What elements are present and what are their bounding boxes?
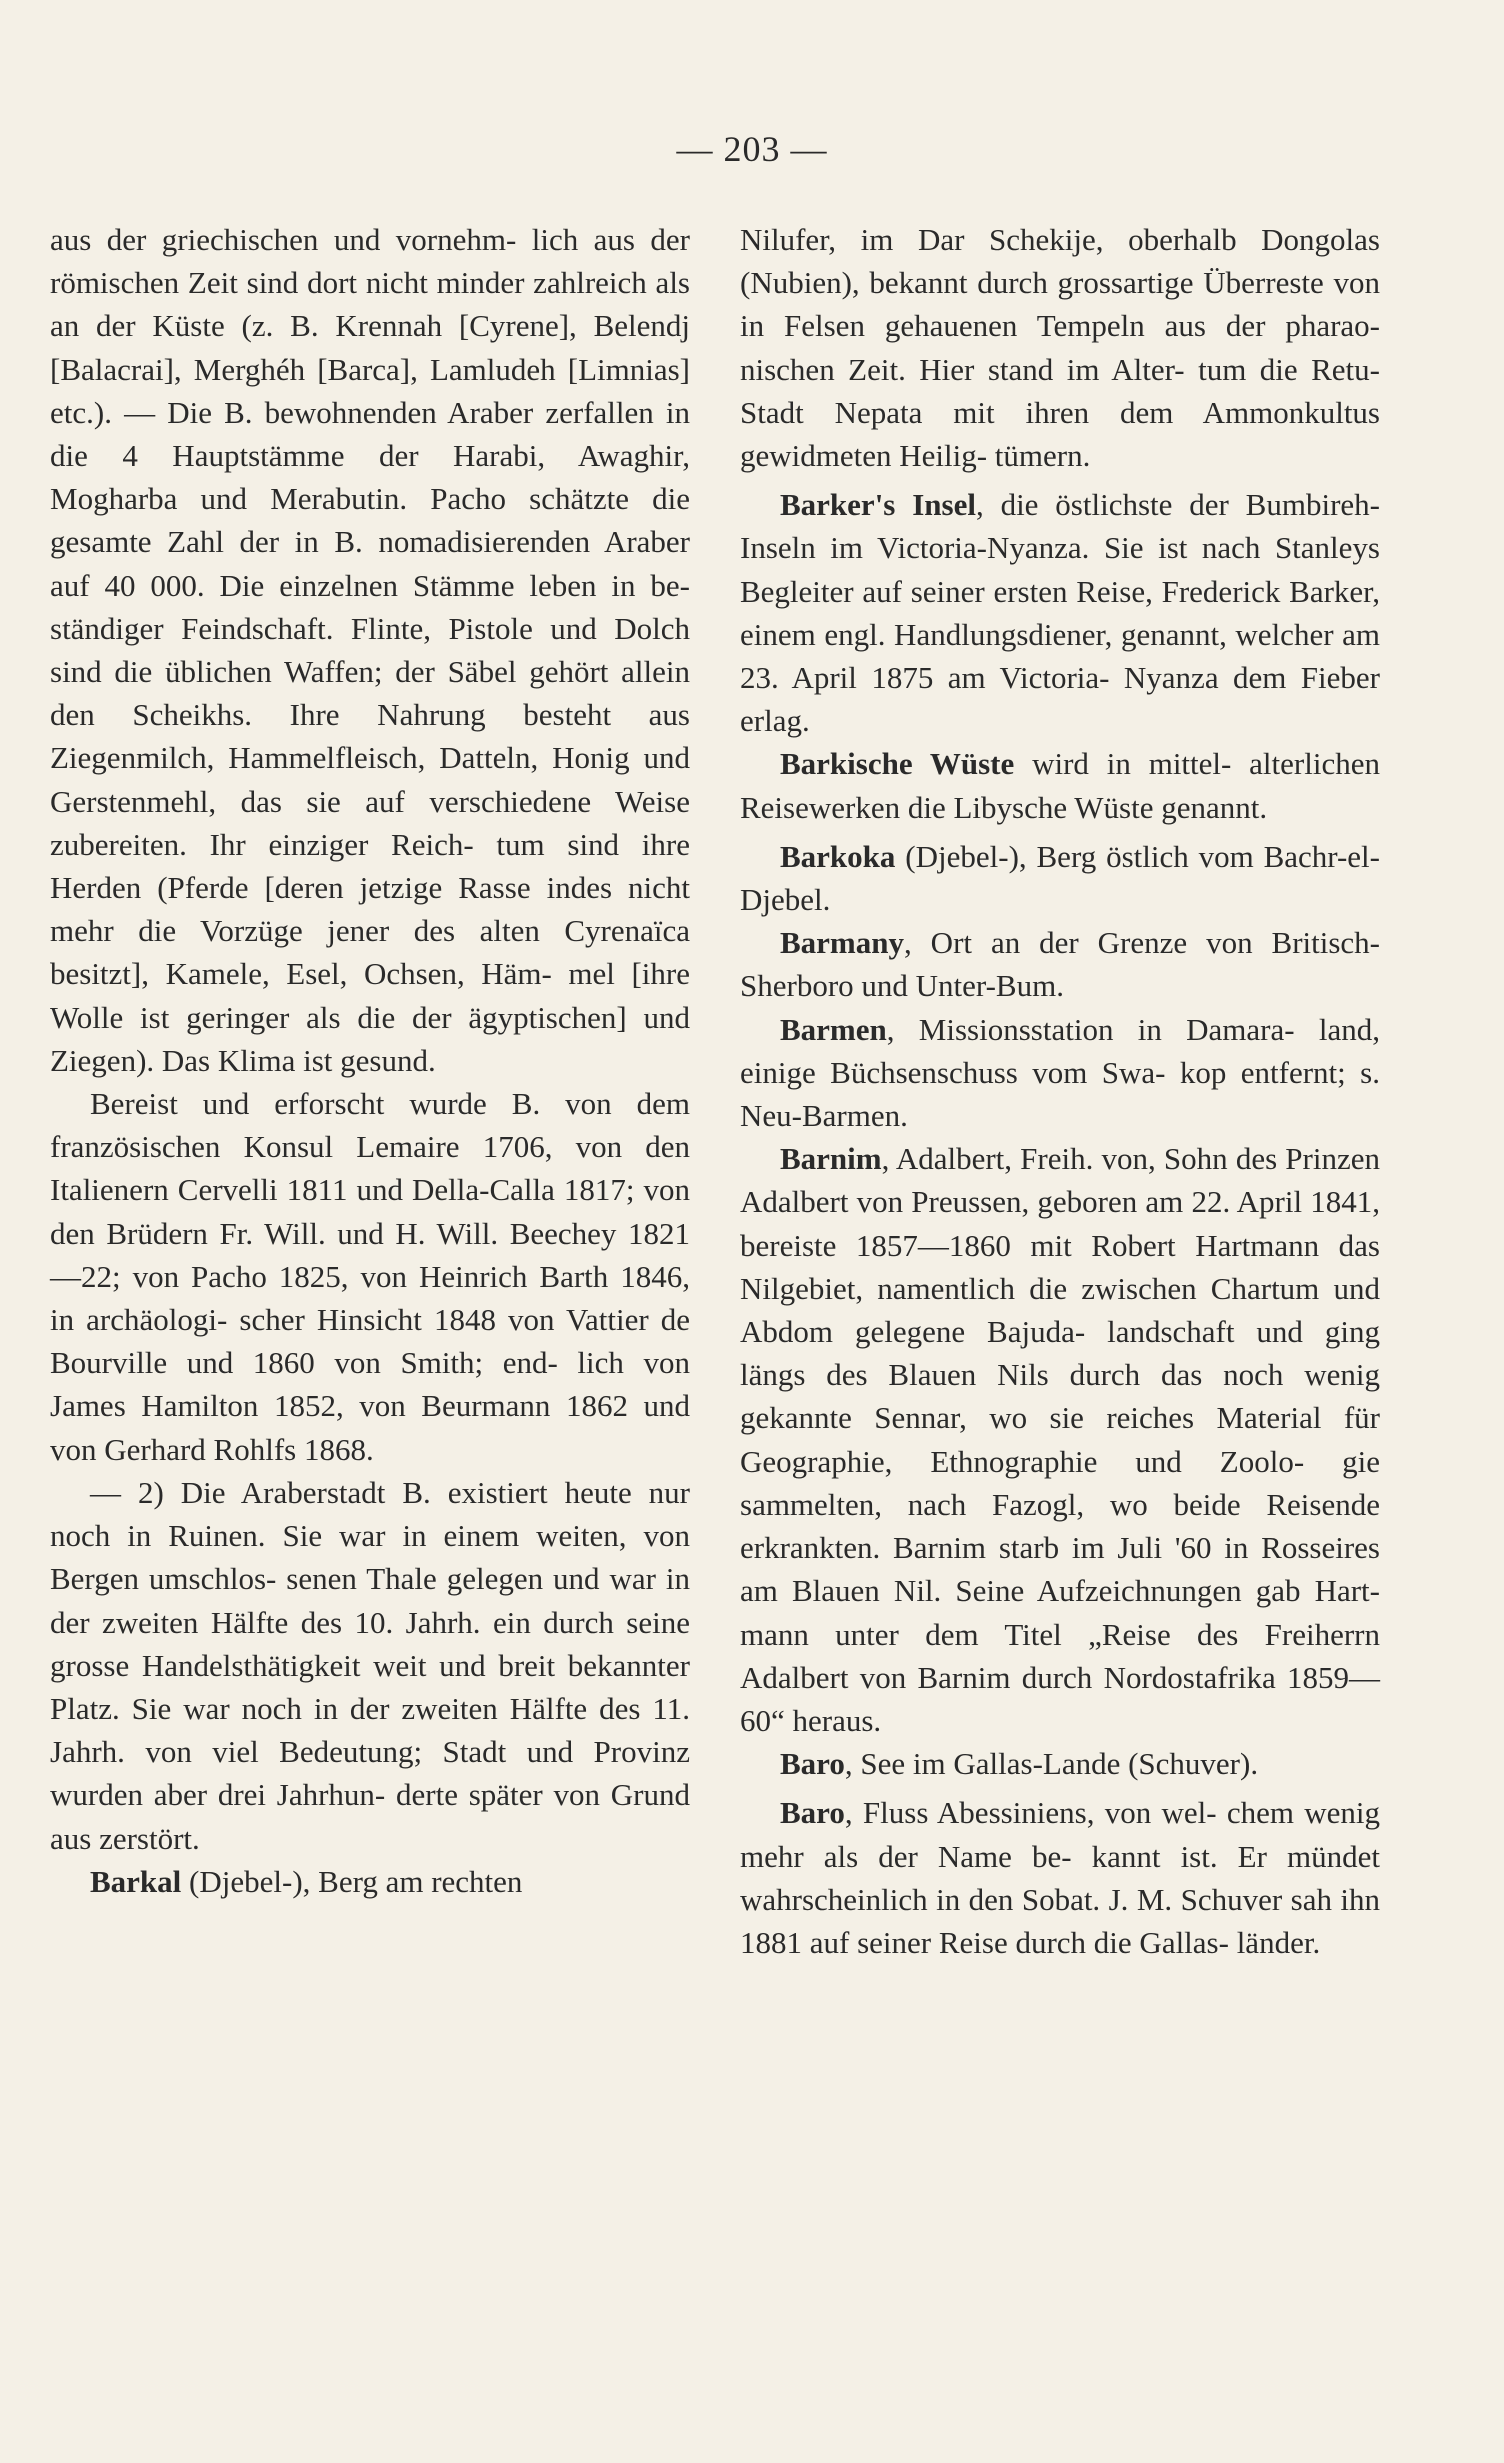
entry-text: (Djebel-), Berg am rechten: [181, 1863, 523, 1899]
entry-barmany: [740, 921, 1380, 1007]
entry-text: , Fluss Abessiniens, von wel- chem wenig mehr als der Name be- kannt ist. Er mündet wahrscheinlich in den Sobat. J. M. Schuver sah ihn 1881 auf seiner Reise durch die Gallas- länder.: [740, 1795, 1380, 1960]
entry-headword: Barnim: [780, 1141, 882, 1177]
left-column: [50, 218, 690, 1903]
entry-headword: Baro: [780, 1746, 845, 1782]
page-number: — 203 —: [676, 129, 828, 169]
entry-headword: Barkische Wüste: [780, 746, 1015, 782]
entry-text: , See im Gallas-Lande (Schuver).: [844, 1746, 1259, 1782]
entry-baro-fluss: [740, 1791, 1380, 1964]
entry-text: , Missionsstation in Damara- land, einige Büchsenschuss vom Swa- kop entfernt; s. Neu-Barmen.: [740, 1011, 1380, 1134]
entry-barkers-insel: [740, 483, 1380, 742]
entry-headword: Barkal: [90, 1863, 182, 1899]
paragraph-ruins-and-tribes: aus der griechischen und vornehm- lich aus der römischen Zeit sind dort nicht minder zahlreich als an der Küste (z. B. Krennah [Cyrene], Belendj [Balacrai], Merghéh [Barca], Lamludeh [Limnias] etc.). — Die B. bewohnenden Araber zerfallen in die 4 Hauptstämme der Harabi, Awaghir, Mogharba und Merabutin. Pacho schätzte die gesamte Zahl der in B. nomadisierenden Araber auf 40 000. Die einzelnen Stämme leben in be- ständiger Feindschaft. Flinte, Pistole und Dolch sind die üblichen Waffen; der Säbel gehört allein den Scheikhs. Ihre Nahrung besteht aus Ziegenmilch, Hammelfleisch, Datteln, Honig und Gerstenmehl, das sie auf verschiedene Weise zubereiten. Ihr einziger Reich- tum sind ihre Herden (Pferde [deren jetzige Rasse indes nicht mehr die Vorzüge jener des alten Cyrenaïca besitzt], Kamele, Esel, Ochsen, Häm- mel [ihre Wolle ist geringer als die der ägyptischen] und Ziegen). Das Klima ist gesund.: [50, 222, 690, 1078]
entry-text: (Djebel-), Berg östlich vom Bachr-el-Djebel.: [740, 838, 1380, 918]
entry-headword: Barkoka: [780, 838, 896, 874]
entry-barkal: [50, 1860, 690, 1903]
paragraph-exploration: Bereist und erforscht wurde B. von dem französischen Konsul Lemaire 1706, von den Italienern Cervelli 1811 und Della-Calla 1817; von den Brüdern Fr. Will. und H. Will. Beechey 1821—22; von Pacho 1825, von Heinrich Barth 1846, in archäologi- scher Hinsicht 1848 von Vattier de Bourville und 1860 von Smith; end- lich von James Hamilton 1852, von Beurmann 1862 und von Gerhard Rohlfs 1868.: [50, 1086, 690, 1467]
entry-barmen: [740, 1008, 1380, 1138]
paragraph-arab-city: — 2) Die Araberstadt B. existiert heute nur noch in Ruinen. Sie war in einem weiten, von Bergen umschlos- senen Thale gelegen und war in der zweiten Hälfte des 10. Jahrh. ein durch seine grosse Handelsthätigkeit weit und breit bekannter Platz. Sie war noch in der zweiten Hälfte des 11. Jahrh. von viel Bedeutung; Stadt und Provinz wurden aber drei Jahrhun- derte später von Grund aus zerstört.: [50, 1474, 690, 1856]
entry-text: , die östlichste der Bumbireh-Inseln im Victoria-Nyanza. Sie ist nach Stanleys Begleiter auf seiner ersten Reise, Frederick Barker, einem engl. Handlungsdiener, genannt, welcher am 23. April 1875 am Victoria- Nyanza dem Fieber erlag.: [740, 487, 1380, 739]
entry-text: , Adalbert, Freih. von, Sohn des Prinzen Adalbert von Preussen, geboren am 22. April 1841, bereiste 1857—1860 mit Robert Hartmann das Nilgebiet, namentlich die zwischen Chartum und Abdom gelegene Bajuda- landschaft und ging längs des Blauen Nils durch das noch wenig gekannte Sennar, wo sie reiches Material für Geographie, Ethnographie und Zoolo- gie sammelten, nach Fazogl, wo beide Reisende erkrankten. Barnim starb im Juli '60 in Rosseires am Blauen Nil. Seine Aufzeichnungen gab Hart- mann unter dem Titel „Reise des Freiherrn Adalbert von Barnim durch Nordostafrika 1859—60“ heraus.: [740, 1141, 1380, 1738]
entry-text: wird in mittel- alterlichen Reisewerken die Libysche Wüste genannt.: [740, 746, 1380, 825]
entry-headword: Barmen: [780, 1011, 887, 1047]
paragraph-barkal-continued: Nilufer, im Dar Schekije, oberhalb Dongolas (Nubien), bekannt durch grossartige Überreste von in Felsen gehauenen Tempeln aus der pharao- nischen Zeit. Hier stand im Alter- tum die Retu-Stadt Nepata mit ihren dem Ammonkultus gewidmeten Heilig- tümern.: [740, 222, 1380, 474]
entry-barkoka: [740, 835, 1380, 921]
entry-text: , Ort an der Grenze von Britisch-Sherboro und Unter-Bum.: [740, 925, 1380, 1004]
entry-headword: Barker's Insel: [780, 487, 976, 523]
right-column: [740, 218, 1380, 1964]
entry-headword: Barmany: [780, 925, 904, 961]
entry-barkische-wueste: [740, 742, 1380, 828]
entry-baro-see: [740, 1742, 1380, 1785]
entry-barnim: [740, 1137, 1380, 1742]
entry-headword: Baro: [780, 1795, 845, 1831]
